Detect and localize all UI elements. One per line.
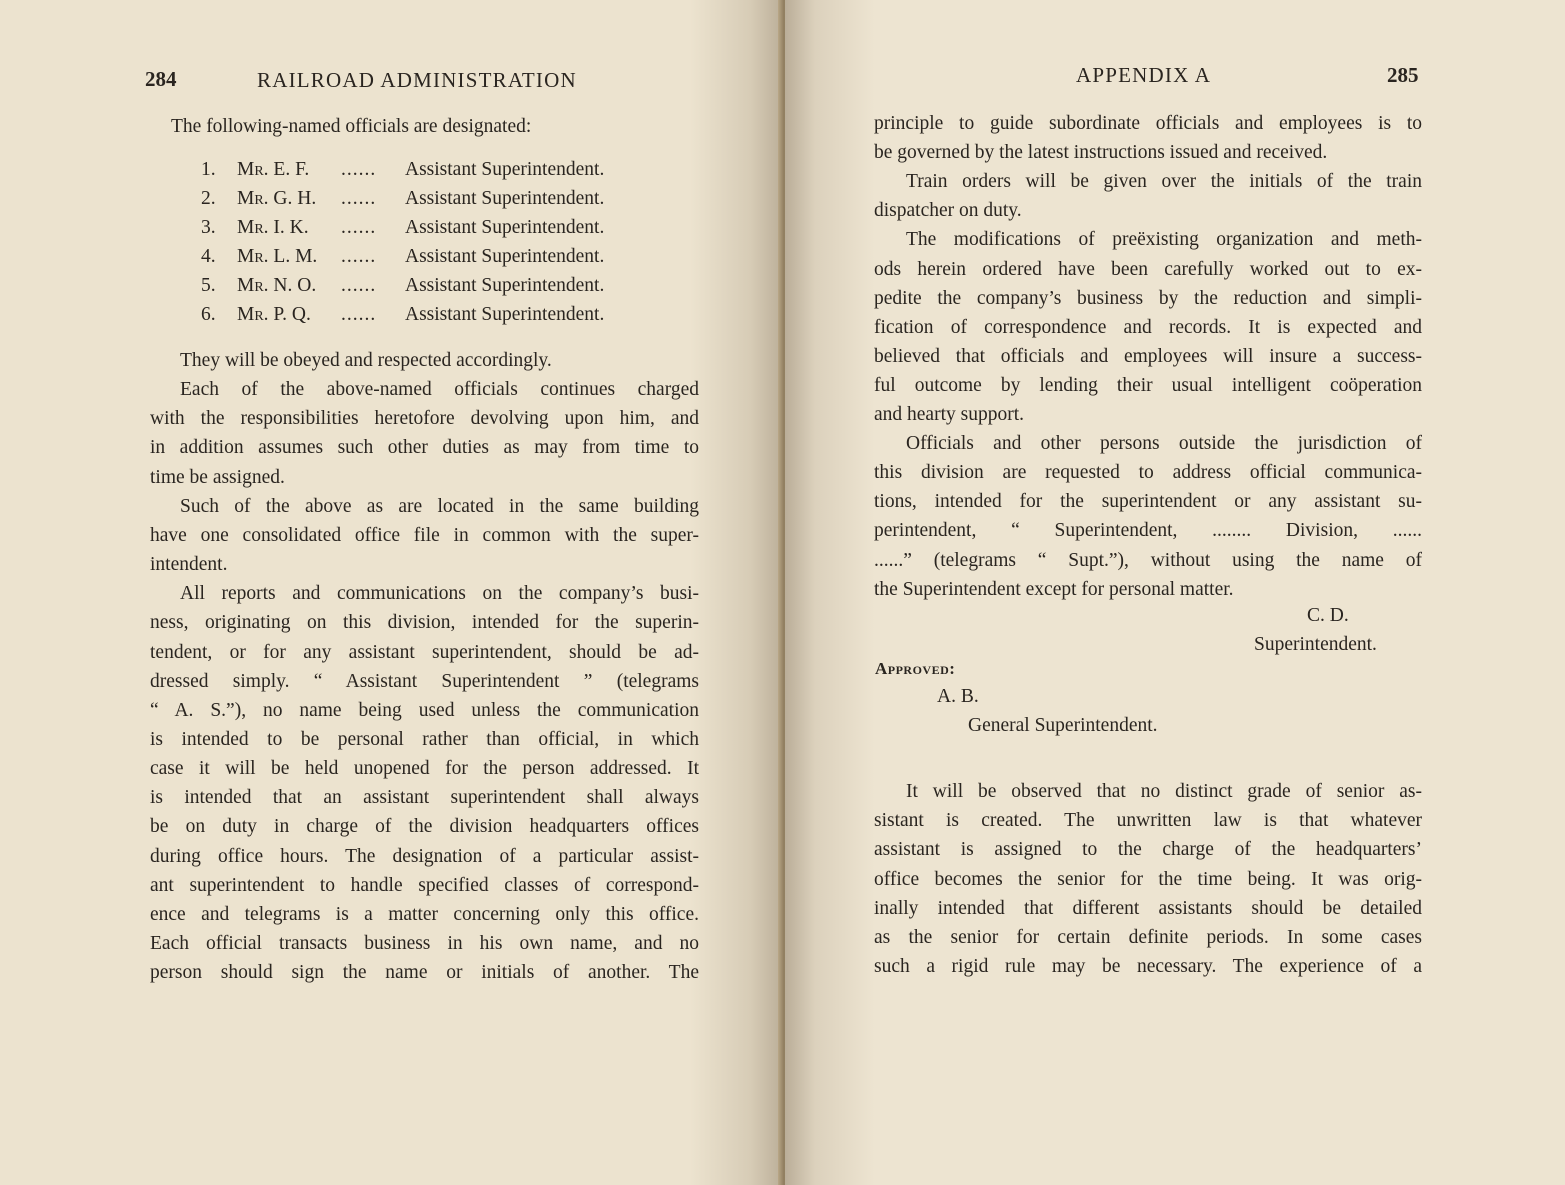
text-line: and hearty support. bbox=[874, 404, 1025, 425]
text-line: Officials and other persons outside the jurisdiction of bbox=[906, 433, 1422, 455]
official-name: Mr. G. H. bbox=[237, 188, 317, 209]
official-title: Assistant Superintendent. bbox=[405, 304, 605, 325]
official-title: Assistant Superintendent. bbox=[405, 188, 605, 209]
text-line: dispatcher on duty. bbox=[874, 200, 1022, 222]
text-line: pedite the company’s business by the reduction and simpli- bbox=[874, 287, 1422, 309]
official-row bbox=[201, 245, 604, 269]
text-line: ......” (telegrams “ Supt.”), without using the name of bbox=[874, 549, 1422, 571]
text-line: this division are requested to address official communica- bbox=[874, 462, 1422, 484]
official-number: 4. bbox=[201, 246, 216, 267]
intro-line: The following-named officials are designated: bbox=[171, 116, 532, 137]
official-row bbox=[201, 158, 604, 182]
right-running-head: APPENDIX A bbox=[1076, 63, 1212, 87]
leader-dots: ...... bbox=[341, 275, 377, 296]
text-line: be governed by the latest instructions issued and received. bbox=[874, 142, 1328, 164]
text-line: ence and telegrams is a matter concerning only this office. bbox=[150, 903, 699, 925]
text-line: be on duty in charge of the division headquarters offices bbox=[150, 816, 699, 838]
text-line: time be assigned. bbox=[150, 466, 285, 488]
text-line: such a rigid rule may be necessary. The experience of a bbox=[874, 956, 1422, 978]
text-line: in addition assumes such other duties as may from time to bbox=[150, 437, 699, 459]
official-title: Assistant Superintendent. bbox=[405, 246, 605, 267]
text-line: Each of the above-named officials continues charged bbox=[180, 379, 699, 401]
text-line: principle to guide subordinate officials and employees is to bbox=[874, 113, 1422, 134]
official-name: Mr. L. M. bbox=[237, 246, 318, 267]
text-line: Train orders will be given over the initials of the train bbox=[906, 171, 1422, 193]
text-line: ness, originating on this division, intended for the superin- bbox=[150, 612, 699, 634]
leader-dots: ...... bbox=[341, 246, 377, 267]
leader-dots: ...... bbox=[341, 159, 377, 180]
official-number: 5. bbox=[201, 275, 216, 296]
text-line: Such of the above as are located in the same building bbox=[180, 495, 699, 517]
official-number: 1. bbox=[201, 159, 216, 180]
text-line: with the responsibilities heretofore devolving upon him, and bbox=[150, 408, 699, 430]
left-page-number: 284 bbox=[145, 67, 177, 91]
text-line: Each official transacts business in his own name, and no bbox=[150, 933, 699, 954]
text-line: assistant is assigned to the charge of the headquarters’ bbox=[874, 839, 1422, 861]
text-line: believed that officials and employees will insure a success- bbox=[874, 345, 1422, 367]
text-line: person should sign the name or initials of another. The bbox=[150, 962, 699, 984]
text-line: ods herein ordered have been carefully worked out to ex- bbox=[874, 258, 1422, 280]
official-title: Assistant Superintendent. bbox=[405, 217, 605, 238]
text-line: fication of correspondence and records. It is expected and bbox=[874, 316, 1422, 338]
text-line: sistant is created. The unwritten law is that whatever bbox=[874, 810, 1422, 832]
text-line: All reports and communications on the company’s busi- bbox=[180, 583, 699, 605]
text-line: ful outcome by lending their usual intelligent coöperation bbox=[874, 374, 1422, 396]
official-number: 6. bbox=[201, 304, 216, 325]
text-line: tendent, or for any assistant superintendent, should be ad- bbox=[150, 641, 699, 663]
official-row bbox=[201, 187, 604, 211]
official-title: Assistant Superintendent. bbox=[405, 275, 605, 296]
text-line: case it will be held unopened for the person addressed. It bbox=[150, 758, 699, 780]
text-line: The modifications of preëxisting organization and meth- bbox=[906, 229, 1422, 251]
text-line: the Superintendent except for personal matter. bbox=[874, 578, 1234, 600]
official-number: 3. bbox=[201, 217, 216, 238]
text-line: is intended that an assistant superintendent shall always bbox=[150, 787, 699, 809]
official-name: Mr. E. F. bbox=[237, 159, 310, 180]
text-line: perintendent, “ Superintendent, ........ Division, ...... bbox=[874, 520, 1422, 542]
official-row bbox=[201, 303, 604, 327]
official-name: Mr. N. O. bbox=[237, 275, 317, 296]
text-line: They will be obeyed and respected accordingly. bbox=[180, 350, 552, 371]
official-title: Assistant Superintendent. bbox=[405, 159, 605, 180]
leader-dots: ...... bbox=[341, 188, 377, 209]
text-line: inally intended that different assistants should be detailed bbox=[874, 897, 1422, 919]
official-row bbox=[201, 216, 604, 240]
official-name: Mr. I. K. bbox=[237, 217, 309, 238]
leader-dots: ...... bbox=[341, 304, 377, 325]
text-line: dressed simply. “ Assistant Superintendent ” (telegrams bbox=[150, 670, 699, 692]
approved-label: Approved: bbox=[875, 659, 956, 678]
text-line: tions, intended for the superintendent or any assistant su- bbox=[874, 491, 1422, 513]
official-number: 2. bbox=[201, 188, 216, 209]
text-line: It will be observed that no distinct grade of senior as- bbox=[906, 781, 1422, 802]
text-line: have one consolidated office file in common with the super- bbox=[150, 524, 699, 546]
approver-title: General Superintendent. bbox=[968, 715, 1158, 736]
text-line: ant superintendent to handle specified classes of correspond- bbox=[150, 874, 699, 896]
official-name: Mr. P. Q. bbox=[237, 304, 311, 325]
signature-title: Superintendent. bbox=[1254, 634, 1377, 655]
text-line: as the senior for certain definite periods. In some cases bbox=[874, 927, 1422, 948]
text-line: during office hours. The designation of a particular assist- bbox=[150, 845, 699, 867]
text-line: office becomes the senior for the time being. It was orig- bbox=[874, 868, 1422, 890]
official-row bbox=[201, 274, 604, 298]
text-line: “ A. S.”), no name being used unless the communication bbox=[150, 699, 699, 721]
right-page-number: 285 bbox=[1387, 63, 1419, 87]
text-line: intendent. bbox=[150, 554, 228, 576]
leader-dots: ...... bbox=[341, 217, 377, 238]
approver-initials: A. B. bbox=[937, 686, 979, 707]
text-line: is intended to be personal rather than official, in which bbox=[150, 728, 699, 750]
left-running-head: RAILROAD ADMINISTRATION bbox=[257, 68, 577, 92]
signature-initials: C. D. bbox=[1307, 605, 1349, 626]
right-page bbox=[785, 0, 1565, 1185]
